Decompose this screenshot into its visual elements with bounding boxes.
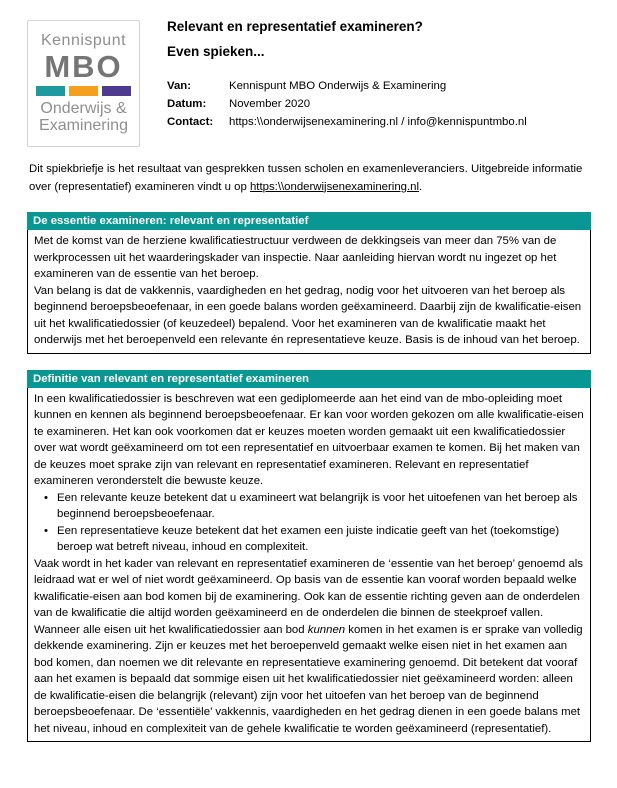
document-title-line2: Even spieken... [167, 44, 265, 59]
document-meta [167, 77, 527, 131]
bullet-representatieve-keuze-text: Een representatieve keuze betekent dat het examen een juiste indicatie geeft van het (toekomstige) beroep wat betreft niveau, inhoud en complexiteit. [57, 524, 560, 553]
document-title-line1: Relevant en representatief examineren? [167, 19, 423, 34]
logo-text-examinering: Examinering [39, 117, 128, 134]
section-essentie-examineren [27, 212, 591, 354]
document-body [27, 161, 591, 758]
meta-value-contact: https:\\onderwijsenexaminering.nl / info@kennispuntmbo.nl [229, 116, 527, 128]
meta-value-datum: November 2020 [229, 98, 311, 110]
meta-label-van: Van: [167, 80, 192, 92]
document-title [167, 14, 423, 64]
section-definitie [27, 370, 591, 743]
definitie-bullet-list [34, 490, 584, 556]
logo-bar-purple-icon [102, 86, 131, 96]
logo-text-mbo: MBO [44, 49, 123, 84]
bullet-relevante-keuze-text: Een relevante keuze betekent dat u examineert wat belangrijk is voor het uitoefenen van het beroep als beginnend beroepsbeoefenaar. [57, 491, 578, 520]
meta-value-van: Kennispunt MBO Onderwijs & Examinering [229, 80, 447, 92]
wanneer-text-after-italic: komen in het examen is er sprake van volledig dekkende examinering. Zijn er keuzes met het beroepenveld gemaakt welke eisen niet in het examen aan bod komen, dan noemen we dit relevante en representatieve examinering genoemd. Dit betekent dat vooraf aan het examen is bepaald dat sommige eisen uit het kwalificatiedossier niet geëxamineerd worden: alleen de kwalificatie-eisen die belangrijk (relevant) zijn voor het uitoefen van het beroep van de beginnend beroepsbeoefenaar. De ‘essentiële’ vakkennis, vaardigheden en het gedrag dienen in een goede balans met het niveau, inhoud en complexiteit van de gehele kwalificatie te worden geëxamineerd (representatief). [34, 623, 583, 735]
intro-text-before-link: Dit spiekbriefje is het resultaat van gesprekken tussen scholen en examenleveranciers. Uitgebreide informatie over (representatief) examineren vindt u op [29, 163, 583, 193]
section-definitie-box [27, 388, 591, 743]
logo-text-onderwijs: Onderwijs & [40, 100, 127, 117]
intro-paragraph [29, 161, 585, 196]
definitie-intro-paragraph: In een kwalificatiedossier is beschreven wat een gediplomeerde aan het eind van de mbo-opleiding moet kunnen en kennen als beginnend beroepsbeoefenaar. Er kan voor worden gekozen om alle kwalificatie-eisen te examineren. Het kan ook voorkomen dat er keuzes moeten worden gemaakt uit een kwalificatiedossier over wat wordt geëxamineerd om tot een representatief en uitvoerbaar examen te komen. Bij het maken van de keuzes moet sprake zijn van relevant en representatief examineren. Relevant en representatief examineren veronderstelt die bewuste keuze. [34, 392, 584, 487]
logo-bar-orange-icon [69, 86, 98, 96]
meta-label-datum: Datum: [167, 98, 207, 110]
definitie-paragraph-wanneer [34, 622, 584, 738]
essentie-paragraph-1: Met de komst van de herziene kwalificatiestructuur verdween de dekkingseis van meer dan 75% van de werkprocessen uit het waarderingskader van inspectie. Naar aanleiding hiervan wordt nu ingezet op het examineren van de essentie van het beroep. [34, 235, 557, 280]
section-essentie-box [27, 230, 591, 354]
logo-bar-teal-icon [36, 86, 65, 96]
wanneer-italic-kunnen: kunnen [307, 623, 346, 636]
logo-text-kennispunt: Kennispunt [40, 32, 127, 49]
logo-color-bars [28, 86, 139, 96]
onderwijsenexaminering-link[interactable]: https:\\onderwijsenexaminering.nl [249, 180, 420, 193]
bullet-relevante-keuze [34, 490, 584, 523]
bullet-representatieve-keuze [34, 523, 584, 556]
kennispunt-mbo-logo [27, 20, 140, 147]
meta-row-contact [167, 113, 527, 131]
wanneer-text-before-italic: Wanneer alle eisen uit het kwalificatiedossier aan bod [34, 623, 308, 636]
meta-row-datum [167, 95, 527, 113]
bullet-dot-icon: • [44, 524, 48, 537]
meta-row-van [167, 77, 527, 95]
definitie-paragraph-vaak: Vaak wordt in het kader van relevant en representatief examineren de ‘essentie van het beroep’ genoemd als leidraad wat er wel of niet wordt geëxamineerd. Op basis van de essentie kan vooraf worden bepaald welke kwalificatie-eisen aan bod komen bij de examinering. Ook kan de essentie richting geven aan de onderdelen van de kwalificatie die altijd worden geëxamineerd en de onderdelen die binnen de steekproef vallen. [34, 557, 583, 619]
intro-text-after-link: . [419, 180, 423, 193]
section-essentie-header: De essentie examineren: relevant en representatief [27, 212, 591, 230]
section-definitie-header: Definitie van relevant en representatief examineren [27, 370, 591, 388]
essentie-paragraph-2: Van belang is dat de vakkennis, vaardigheden en het gedrag, nodig voor het uitvoeren van het beroep als beginnend beroepsbeoefenaar, in een goede balans worden geëxamineerd. Daarbij zijn de kwalificatie-eisen uit het kwalificatiedossier (of keuzedeel) bepalend. Voor het examineren van de kwalificatie maakt het onderwijs met het beroepenveld een relevante én representatieve keuze. Basis is de inhoud van het beroep. [34, 284, 582, 346]
bullet-dot-icon: • [44, 491, 48, 504]
meta-label-contact: Contact: [167, 116, 214, 128]
